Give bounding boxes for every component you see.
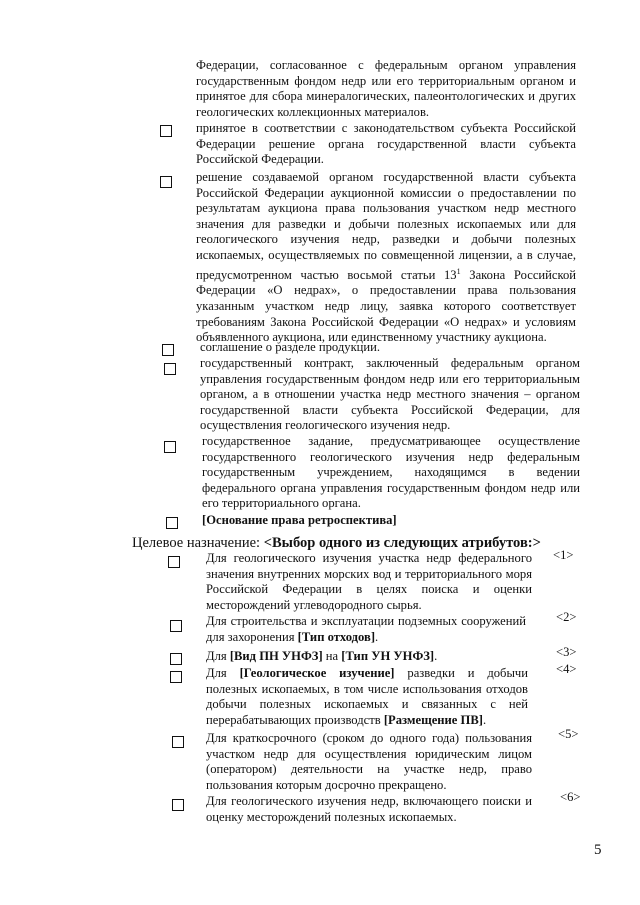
purpose-code-5: <5>: [558, 727, 579, 741]
checkbox-purpose-3[interactable]: [170, 653, 182, 665]
purpose-code-2: <2>: [556, 610, 577, 624]
checkbox-purpose-5[interactable]: [172, 736, 184, 748]
basis-option-subject-law: принятое в соответствии с законодательством субъекта Российской Федерации решение органа государственной власти субъекта Российской Федерации.: [196, 121, 576, 167]
purpose-option-3: Для [Вид ПН УНФЗ] на [Тип УН УНФЗ].: [206, 649, 438, 663]
checkbox-purpose-4[interactable]: [170, 671, 182, 683]
checkbox-basis-subject-law[interactable]: [160, 125, 172, 137]
checkbox-basis-contract[interactable]: [164, 363, 176, 375]
checkbox-purpose-2[interactable]: [170, 620, 182, 632]
purpose-code-4: <4>: [556, 662, 577, 676]
purpose-option-1: Для геологического изучения участка недр федерального значения внутренних морских вод и территориального моря Российской Федерации в целях поиска и оценки месторождений углеводородного сырья.: [206, 551, 532, 612]
purpose-option-2: Для строительства и эксплуатации подземных сооружений для захоронения [Тип отходов].: [206, 614, 526, 644]
checkbox-purpose-6[interactable]: [172, 799, 184, 811]
purpose-option-6: Для геологического изучения недр, включающего поиски и оценку месторождений полезных ископаемых.: [206, 794, 532, 824]
checkbox-basis-state-task[interactable]: [164, 441, 176, 453]
checkbox-basis-retrospective[interactable]: [166, 517, 178, 529]
basis-option-retrospective: [Основание права ретроспектива]: [202, 513, 397, 527]
purpose-code-6: <6>: [560, 790, 581, 804]
purpose-code-1: <1>: [553, 548, 574, 562]
superscript: 1: [456, 266, 461, 276]
checkbox-basis-psa[interactable]: [162, 344, 174, 356]
checkbox-basis-auction[interactable]: [160, 176, 172, 188]
intro-paragraph: Федерации, согласованное с федеральным органом управления государственным фондом недр или его территориальным органом и принятое для сбора минералогических, палеонтологических и других геологических коллекционных материалов.: [196, 58, 576, 119]
checkbox-purpose-1[interactable]: [168, 556, 180, 568]
purpose-option-4: Для [Геологическое изучение] разведки и добычи полезных ископаемых, в том числе использования отходов добычи полезных ископаемых и связанных с ней перерабатывающих производств [Размещение ПВ].: [206, 666, 528, 727]
page-number: 5: [594, 842, 602, 858]
purpose-code-3: <3>: [556, 645, 577, 659]
basis-option-state-task: государственное задание, предусматривающее осуществление государственного геологического изучения недр федеральным государственным учреждением, находящимся в ведении федерального органа управления государственным фондом недр или его территориального органа.: [202, 434, 580, 511]
basis-option-contract: государственный контракт, заключенный федеральным органом управления государственным фондом недр или его территориальным органом, а в отношении участка недр местного значения – органом государственной власти субъекта Российской Федерации, для осуществления геологического изучения недр.: [200, 356, 580, 433]
basis-option-auction: решение создаваемой органом государственной власти субъекта Российской Федерации аукционной комиссии о предоставлении по результатам аукциона права пользования участком недр местного значения для разведки и добычи полезных ископаемых или для геологического изучения недр, разведки и добычи полезных ископаемых, осуществляемых по совмещенной лицензии, а в случае, предусмотренном частью восьмой статьи $13^1$ Закона Российской Федерации «О недрах», о предоставлении права пользования указанным участком недр лицу, заявка которого соответствует требованиям Закона Российской Федерации «О недрах» и условиям объявленного аукциона, или единственному участнику аукциона.: [196, 170, 576, 345]
purpose-heading: Целевое назначение: <Выбор одного из следующих атрибутов:>: [132, 535, 541, 551]
purpose-option-5: Для краткосрочного (сроком до одного года) пользования участком недр для осуществления юридическим лицом (оператором) деятельности на участке недр, право пользования которым досрочно прекращено.: [206, 731, 532, 792]
basis-option-psa: соглашение о разделе продукции.: [200, 340, 381, 354]
